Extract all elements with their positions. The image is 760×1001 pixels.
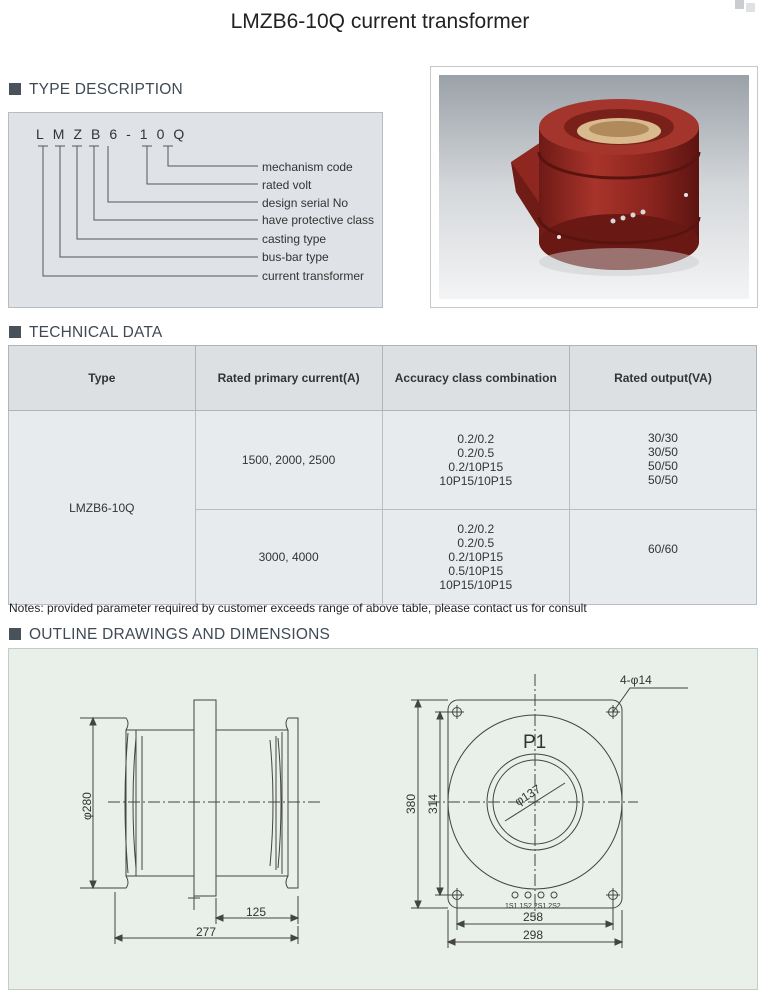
notes: Notes: provided parameter required by customer exceeds range of above table, please contact us for consult [9,601,587,615]
outline-drawing [8,648,756,988]
dim-inner-diameter: φ137 [512,781,544,809]
output-value: 50/50 [647,459,678,473]
section-technical-data [9,324,162,342]
column-header: Type [9,346,196,411]
dim-314: 314 [426,793,440,814]
column-header: Rated output(VA) [569,346,756,411]
type-label: current transformer [262,269,365,283]
type-cell: LMZB6-10Q [9,411,196,605]
type-label: have protective class [262,213,375,227]
output-value: 30/50 [647,445,678,459]
accuracy-cell [382,411,569,510]
type-code: LMZB6-10Q [36,126,194,142]
accuracy-value: 0.2/10P15 [448,550,504,564]
terminal-labels: 1S1 1S2 2S1 2S2 [505,903,561,910]
accuracy-value: 0.2/0.5 [457,536,495,550]
accuracy-value: 10P15/10P15 [439,474,513,488]
current-cell: 3000, 4000 [195,510,382,605]
type-label: rated volt [262,178,312,192]
section-type-description [9,81,183,99]
section-title: TYPE DESCRIPTION [29,81,183,98]
type-label: mechanism code [262,160,353,174]
current-transformer-image [431,67,757,307]
product-photo [430,66,758,308]
dim-298: 298 [523,928,544,942]
dim-258: 258 [523,910,544,924]
section-title: OUTLINE DRAWINGS AND DIMENSIONS [29,626,331,643]
section-outline-drawings [9,626,330,644]
output-value: 60/60 [647,542,678,556]
section-square-icon [9,628,21,640]
dim-277: 277 [196,925,217,939]
type-label: bus-bar type [262,250,329,264]
accuracy-value: 10P15/10P15 [439,578,513,592]
column-header: Rated primary current(A) [195,346,382,411]
section-square-icon [9,326,21,338]
output-value: 50/50 [647,473,678,487]
accuracy-value: 0.2/0.2 [457,522,495,536]
output-cell [569,510,756,605]
dim-holes: 4-φ14 [620,673,652,687]
page-title: LMZB6-10Q current transformer [230,10,530,33]
technical-data-table [8,345,757,605]
accuracy-cell [382,510,569,605]
type-label: casting type [262,232,327,246]
dim-125: 125 [246,905,267,919]
output-value: 30/30 [647,431,678,445]
table-row [9,411,757,510]
accuracy-value: 0.2/0.2 [457,432,495,446]
front-label-p1: P1 [523,732,547,753]
table-header-row [9,346,757,411]
section-square-icon [9,83,21,95]
column-header: Accuracy class combination [382,346,569,411]
output-cell [569,411,756,510]
corner-decoration [735,0,757,12]
accuracy-value: 0.2/0.5 [457,446,495,460]
accuracy-value: 0.2/10P15 [448,460,504,474]
dim-380: 380 [404,793,418,814]
type-label: design serial No [262,196,349,210]
dim-diameter-280: φ280 [80,792,94,820]
section-title: TECHNICAL DATA [29,324,163,341]
current-cell: 1500, 2000, 2500 [195,411,382,510]
accuracy-value: 0.5/10P15 [448,564,504,578]
